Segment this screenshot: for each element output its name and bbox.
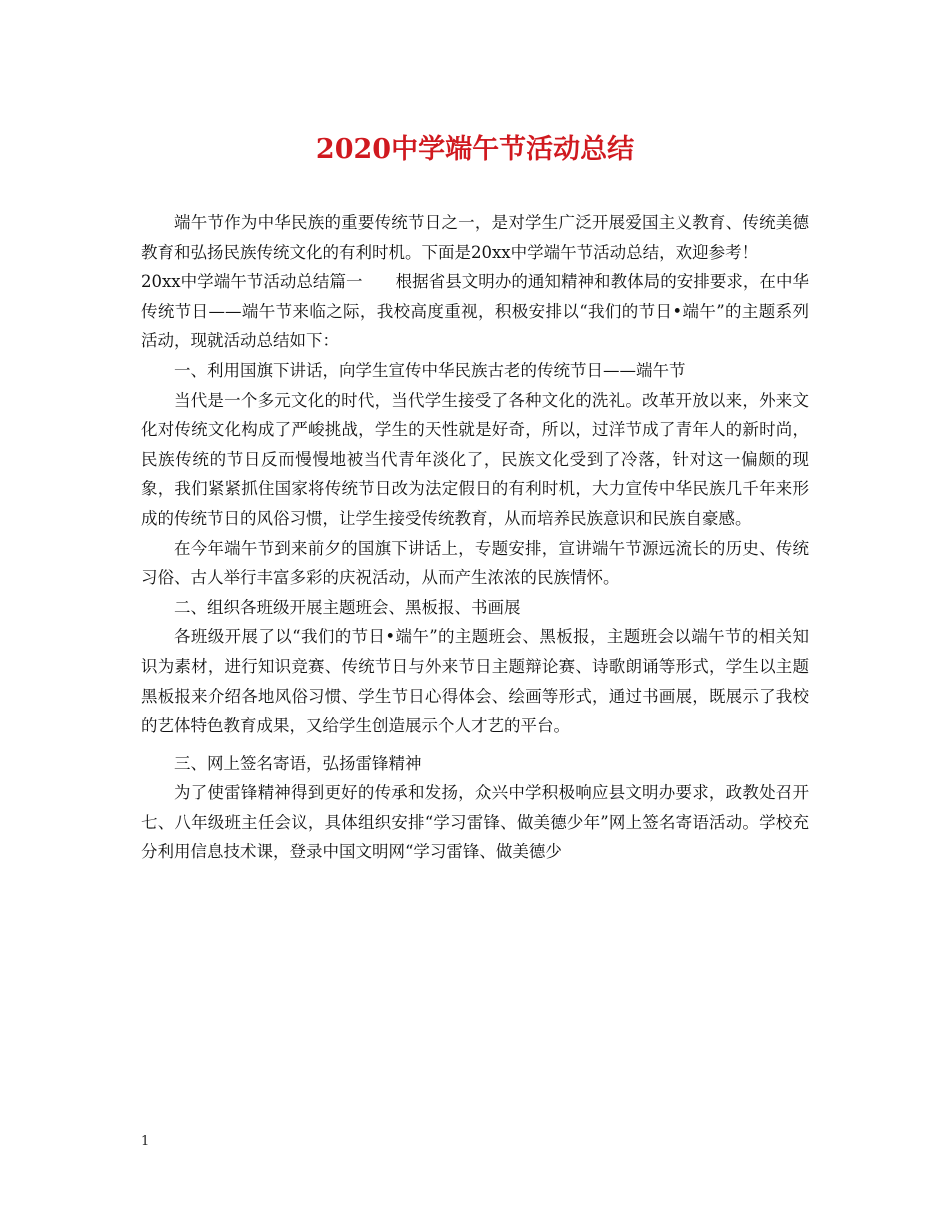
paragraph-class-activities: 各班级开展了以“我们的节日•端午”的主题班会、黑板报，主题班会以端午节的相关知识为素材，进行知识竞赛、传统节日与外来节日主题辩论赛、诗歌朗诵等形式，学生以主题黑板报来介绍各地风俗习惯、学生节日心得体会、绘画等形式，通过书画展，既展示了我校的艺体特色教育成果，又给学生创造展示个人才艺的平台。 bbox=[141, 627, 809, 736]
paragraph-culture: 当代是一个多元文化的时代，当代学生接受了各种文化的洗礼。改革开放以来，外来文化对传统文化构成了严峻挑战，学生的天性就是好奇，所以，过洋节成了青年人的新时尚，民族传统的节日反而慢慢地被当代青年淡化了，民族文化受到了冷落，针对这一偏颇的现象，我们紧紧抓住国家将传统节日改为法定假日的有利时机，大力宣传中华民族几千年来形成的传统节日的风俗习惯，让学生接受传统教育，从而培养民族意识和民族自豪感。 bbox=[141, 390, 809, 528]
document-title: 2020中学端午节活动总结 bbox=[315, 134, 635, 165]
heading-two: 二、组织各班级开展主题班会、黑板报、书画展 bbox=[174, 597, 521, 617]
document-body bbox=[141, 208, 809, 867]
section-intro-paragraph: 20xx中学端午节活动总结篇一 根据省县文明办的通知精神和教体局的安排要求，在中华传统节日——端午节来临之际，我校高度重视，积极安排以“我们的节日•端午”的主题系列活动，现就活动总结如下： bbox=[141, 272, 809, 351]
heading-one: 一、利用国旗下讲话，向学生宣传中华民族古老的传统节日——端午节 bbox=[174, 360, 686, 380]
paragraph-leifeng: 为了使雷锋精神得到更好的传承和发扬，众兴中学积极响应县文明办要求，政教处召开七、八年级班主任会议，具体组织安排“学习雷锋、做美德少年”网上签名寄语活动。学校充分利用信息技术课，登录中国文明网“学习雷锋、做美德少 bbox=[141, 783, 809, 862]
page-number: 1 bbox=[141, 1134, 150, 1149]
heading-three: 三、网上签名寄语，弘扬雷锋精神 bbox=[174, 753, 422, 773]
paragraph-flag-speech: 在今年端午节到来前夕的国旗下讲话上，专题安排，宣讲端午节源远流长的历史、传统习俗、古人举行丰富多彩的庆祝活动，从而产生浓浓的民族情怀。 bbox=[141, 538, 809, 588]
intro-paragraph: 端午节作为中华民族的重要传统节日之一，是对学生广泛开展爱国主义教育、传统美德教育和弘扬民族传统文化的有利时机。下面是20xx中学端午节活动总结，欢迎参考！ bbox=[141, 213, 809, 262]
